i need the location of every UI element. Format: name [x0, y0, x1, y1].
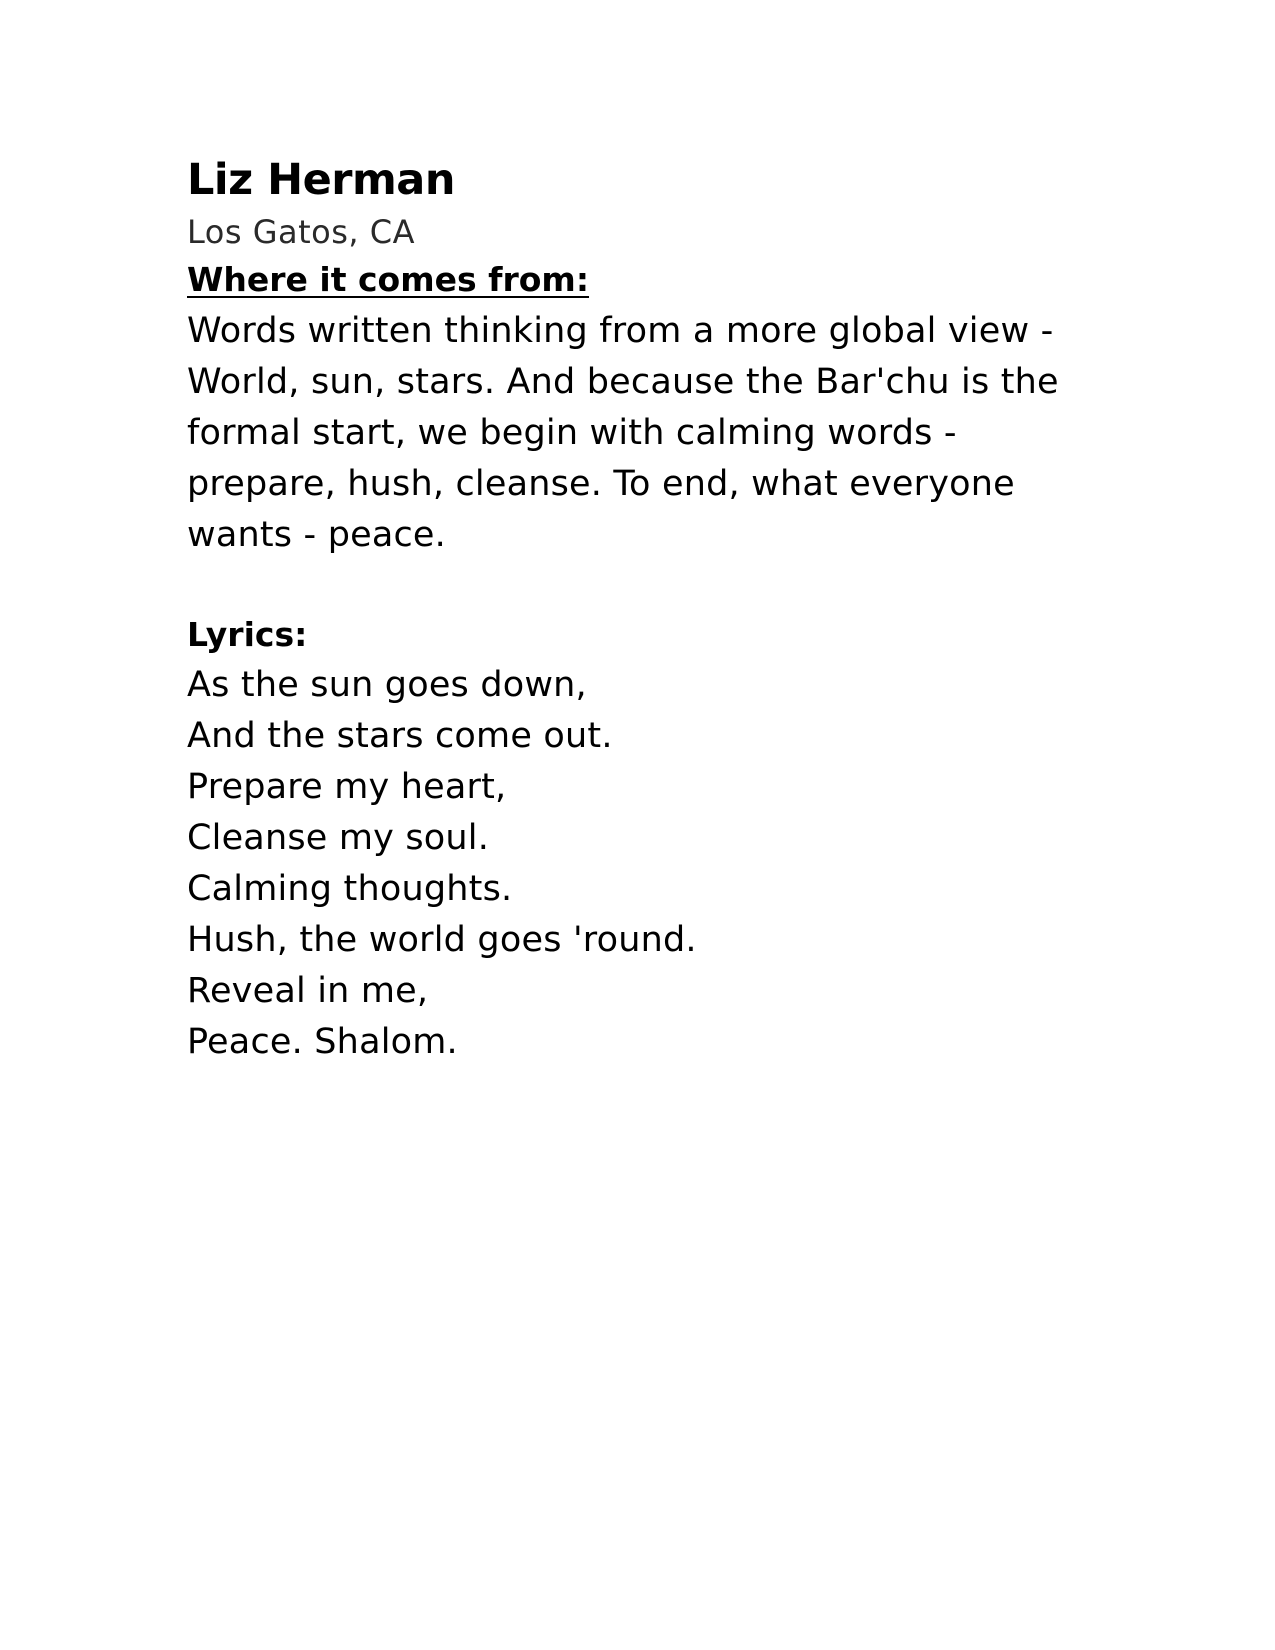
author-name: Liz Herman: [187, 155, 455, 205]
lyric-line: Calming thoughts.: [187, 869, 513, 909]
lyric-line: Hush, the world goes 'round.: [187, 920, 697, 960]
lyrics-heading: Lyrics:: [187, 615, 308, 654]
lyric-line: As the sun goes down,: [187, 665, 587, 705]
section-spacer: [187, 561, 1067, 609]
lyric-line: Reveal in me,: [187, 971, 429, 1011]
origin-heading: Where it comes from:: [187, 260, 590, 299]
lyric-line: Cleanse my soul.: [187, 818, 490, 858]
origin-text: Words written thinking from a more global view - World, sun, stars. And because the Bar'chu is the formal start, we begin with calming words - prepare, hush, cleanse. To end, what everyone wants - peace.: [187, 311, 1059, 555]
lyric-line: Peace. Shalom.: [187, 1022, 458, 1062]
lyric-line: And the stars come out.: [187, 716, 613, 756]
author-location: Los Gatos, CA: [187, 213, 415, 251]
document-content: [187, 150, 1067, 1068]
lyrics-list: [187, 660, 1067, 1068]
lyric-line: Prepare my heart,: [187, 767, 507, 807]
